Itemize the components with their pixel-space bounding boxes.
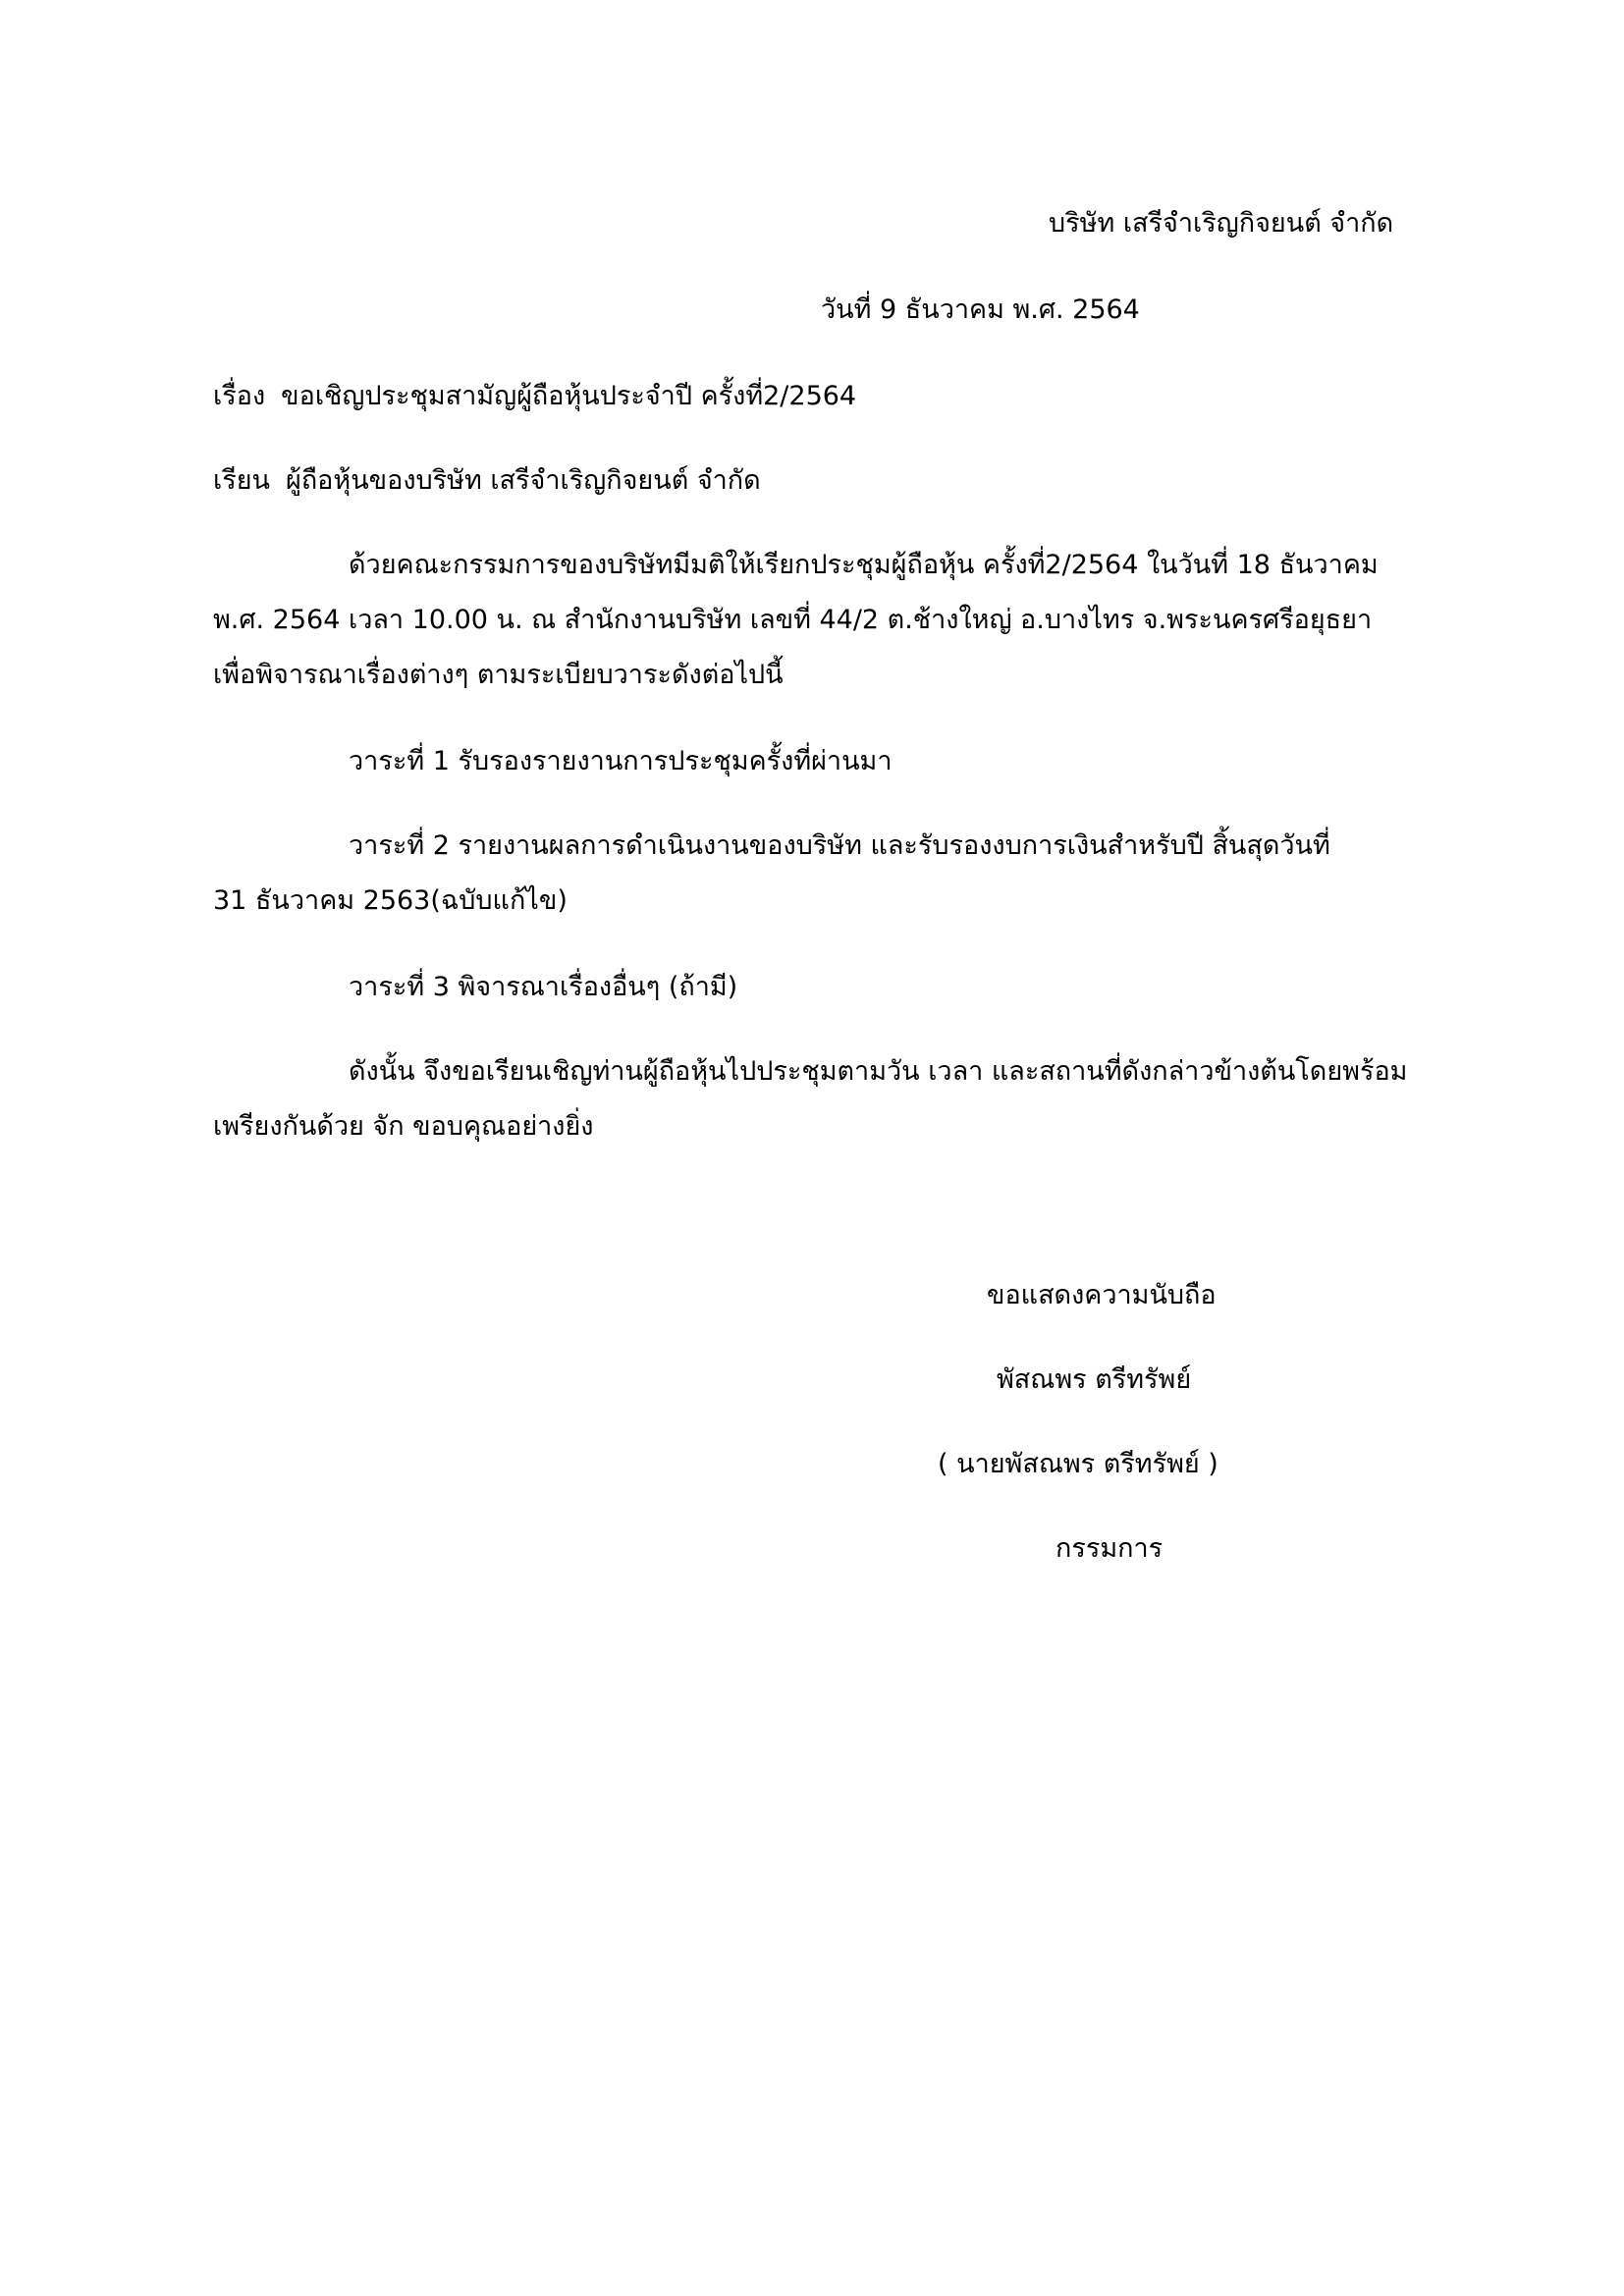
subject-line (213, 381, 856, 412)
body-paragraph-line: เพื่อพิจารณาเรื่องต่างๆ ตามระเบียบวาระดังต่อไปนี้ (213, 660, 784, 690)
recipient-line (213, 465, 761, 497)
subject-text: ขอเชิญประชุมสามัญผู้ถือหุ้นประจำปี ครั้งที่2/2564 (281, 381, 857, 411)
company-header: บริษัท เสรีจำเริญกิจยนต์ จำกัด (1049, 208, 1394, 239)
signature-title: กรรมการ (1056, 1533, 1164, 1564)
subject-label: เรื่อง (213, 381, 266, 411)
body-paragraph-line: พ.ศ. 2564 เวลา 10.00 น. ณ สำนักงานบริษัท เลขที่ 44/2 ต.ช้างใหญ่ อ.บางไทร จ.พระนครศรีอยุธยา (213, 605, 1373, 635)
body-paragraph-line: ด้วยคณะกรรมการของบริษัทมีมติให้เรียกประชุมผู้ถือหุ้น ครั้งที่2/2564 ในวันที่ 18 ธันวาคม (349, 550, 1379, 580)
signature-full-name: ( นายพัสณพร ตรีทรัพย์ ) (938, 1449, 1218, 1479)
recipient-text: ผู้ถือหุ้นของบริษัท เสรีจำเริญกิจยนต์ จำกัด (286, 465, 761, 496)
letter-date: วันที่ 9 ธันวาคม พ.ศ. 2564 (821, 294, 1140, 325)
agenda-item-3: วาระที่ 3 พิจารณาเรื่องอื่นๆ (ถ้ามี) (349, 972, 738, 1002)
recipient-label: เรียน (213, 465, 271, 496)
agenda-item-2-continuation: 31 ธันวาคม 2563(ฉบับแก้ไข) (213, 885, 568, 916)
signature-name: พัสณพร ตรีทรัพย์ (997, 1364, 1192, 1395)
agenda-item-1: วาระที่ 1 รับรองรายงานการประชุมครั้งที่ผ่านมา (349, 746, 893, 776)
signature-regards: ขอแสดงความนับถือ (987, 1280, 1217, 1310)
closing-paragraph-line: เพรียงกันด้วย จัก ขอบคุณอย่างยิ่ง (213, 1111, 594, 1142)
closing-paragraph-line: ดังนั้น จึงขอเรียนเชิญท่านผู้ถือหุ้นไปประชุมตามวัน เวลา และสถานที่ดังกล่าวข้างต้นโดยพร้อม (349, 1056, 1408, 1087)
agenda-item-2: วาระที่ 2 รายงานผลการดำเนินงานของบริษัท และรับรองงบการเงินสำหรับปี สิ้นสุดวันที่ (349, 830, 1330, 861)
